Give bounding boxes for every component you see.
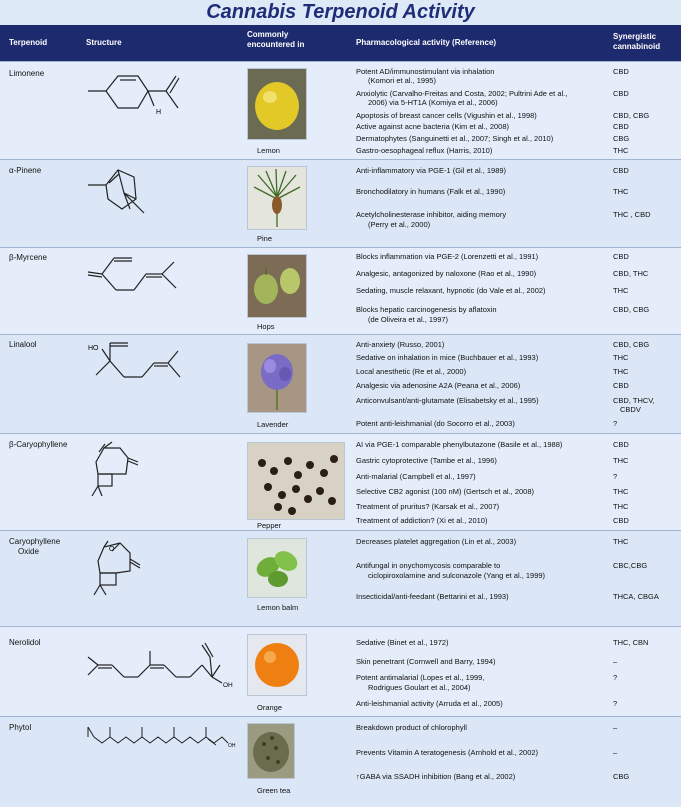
- header-commonly-line2: encountered in: [247, 40, 305, 49]
- linalool-ho-label: HO: [88, 345, 99, 352]
- source-label: Orange: [257, 703, 283, 712]
- synergy-text: –: [613, 657, 618, 666]
- phytol-structure: [86, 723, 242, 751]
- terpenoid-name: α-Pinene: [9, 166, 42, 175]
- terpenoid-section-nerolidol: [0, 626, 681, 716]
- source-label: Pepper: [257, 521, 282, 530]
- activity-text-cont: (Perry et al., 2000): [368, 220, 431, 229]
- linalool-structure: [86, 339, 196, 394]
- synergy-text: CBD, CBG: [613, 340, 650, 349]
- limonene-structure: [86, 66, 196, 122]
- activity-text: Anxiolytic (Carvalho-Freitas and Costa, 2002; Pultrini Ade et al.,: [356, 89, 568, 98]
- activity-text: Selective CB2 agonist (100 nM) (Gertsch et al., 2008): [356, 487, 535, 496]
- synergy-text: CBD, CBG: [613, 111, 650, 120]
- lemon-photo: [247, 68, 307, 140]
- activity-text: Treatment of pruritus? (Karsak et al., 2007): [356, 502, 500, 511]
- terpenoid-name-cont: Oxide: [18, 547, 39, 556]
- activity-text-cont: Rodrigues Goulart et al., 2004): [368, 683, 471, 692]
- activity-text: Anti-anxiety (Russo, 2001): [356, 340, 445, 349]
- synergy-text: CBD: [613, 381, 629, 390]
- activity-text: Anticonvulsant/anti-glutamate (Elisabetsky et al., 1995): [356, 396, 539, 405]
- synergy-text: ?: [613, 419, 618, 428]
- synergy-text: CBD: [613, 166, 629, 175]
- synergy-text: THC, CBN: [613, 638, 649, 647]
- beta-caryophyllene-structure: [82, 440, 152, 500]
- activity-text: Decreases platelet aggregation (Lin et al., 2003): [356, 537, 517, 546]
- synergy-text: ?: [613, 673, 618, 682]
- synergy-text: –: [613, 723, 618, 732]
- activity-text: Blocks inflammation via PGE-2 (Lorenzetti et al., 1991): [356, 252, 539, 261]
- activity-text: Gastric cytoprotective (Tambe et al., 1996): [356, 456, 497, 465]
- hops-photo: [247, 254, 307, 318]
- terpenoid-section-alpha-pinene: [0, 159, 681, 247]
- activity-text: Insecticidal/anti-feedant (Bettarini et al., 1993): [356, 592, 509, 601]
- activity-text: Potent antimalarial (Lopes et al., 1999,: [356, 673, 485, 682]
- synergy-text: THCA, CBGA: [613, 592, 659, 601]
- activity-text: Sedating, muscle relaxant, hypnotic (do Vale et al., 2002): [356, 286, 546, 295]
- limonene-h-label: H: [156, 109, 162, 116]
- activity-text: Local anesthetic (Re et al., 2000): [356, 367, 467, 376]
- synergy-text: THC: [613, 537, 629, 546]
- activity-text: Active against acne bacteria (Kim et al., 2008): [356, 122, 509, 131]
- table-header: [0, 25, 681, 61]
- source-label: Hops: [257, 322, 275, 331]
- synergy-text: CBD: [613, 67, 629, 76]
- phytol-oh-label: OH: [228, 743, 236, 749]
- terpenoid-section-limonene: [0, 61, 681, 159]
- source-label: Pine: [257, 234, 273, 243]
- synergy-text: CBG: [613, 772, 630, 781]
- synergy-text: CBD: [613, 440, 629, 449]
- terpenoid-section-linalool: [0, 334, 681, 433]
- activity-text: Blocks hepatic carcinogenesis by aflatoxin: [356, 305, 497, 314]
- synergy-text: CBG: [613, 134, 630, 143]
- activity-text-cont: 2006) via 5-HT1A (Komiya et al., 2006): [368, 98, 498, 107]
- activity-text: Dermatophytes (Sanguinetti et al., 2007; Singh et al., 2010): [356, 134, 554, 143]
- synergy-text: ?: [613, 699, 618, 708]
- green-tea-photo: [247, 723, 295, 779]
- caryophyllene-oxide-structure: [84, 537, 154, 599]
- synergy-text: CBD: [613, 122, 629, 131]
- epoxide-o-label: O: [109, 546, 115, 553]
- synergy-text: THC: [613, 286, 629, 295]
- activity-text: Treatment of addiction? (Xi et al., 2010): [356, 516, 488, 525]
- synergy-text: CBD: [613, 89, 629, 98]
- activity-text: Breakdown product of chlorophyll: [356, 723, 467, 732]
- terpenoid-section-phytol: [0, 716, 681, 807]
- terpenoid-section-caryophyllene-oxide: [0, 530, 681, 626]
- activity-text: Acetylcholinesterase inhibitor, aiding memory: [356, 210, 507, 219]
- activity-text: Sedative on inhalation in mice (Buchbauer et al., 1993): [356, 353, 539, 362]
- nerolidol-oh-label: OH: [223, 682, 233, 689]
- synergy-text: THC: [613, 367, 629, 376]
- lavender-photo: [247, 343, 307, 413]
- synergy-text: THC: [613, 502, 629, 511]
- pine-photo: [247, 166, 307, 230]
- synergy-text: CBD: [613, 252, 629, 261]
- pepper-photo: [247, 442, 345, 520]
- activity-text: Prevents Vitamin A teratogenesis (Arnhold et al., 2002): [356, 748, 539, 757]
- header-terpenoid: Terpenoid: [9, 38, 48, 47]
- page-title: Cannabis Terpenoid Activity: [206, 1, 475, 23]
- activity-text: Skin penetrant (Cornwell and Barry, 1994): [356, 657, 496, 666]
- terpenoid-name: Caryophyllene: [9, 537, 61, 546]
- activity-text: Potent anti-leishmanial (do Socorro et al., 2003): [356, 419, 515, 428]
- header-structure: Structure: [86, 38, 122, 47]
- activity-text: Analgesic, antagonized by naloxone (Rao et al., 1990): [356, 269, 537, 278]
- synergy-text: CBD: [613, 516, 629, 525]
- activity-text: Anti-malarial (Campbell et al., 1997): [356, 472, 476, 481]
- activity-text: Sedative (Binet et al., 1972): [356, 638, 449, 647]
- activity-text: Analgesic via adenosine A2A (Peana et al., 2006): [356, 381, 521, 390]
- synergy-text: THC , CBD: [613, 210, 651, 219]
- activity-text: AI via PGE-1 comparable phenylbutazone (Basile et al., 1988): [356, 440, 563, 449]
- terpenoid-name: Linalool: [9, 340, 37, 349]
- synergy-text: CBD, THC: [613, 269, 649, 278]
- synergy-text: THC: [613, 353, 629, 362]
- header-synergistic-line2: cannabinoid: [613, 42, 661, 51]
- activity-text-cont: ciclopiroxolamine and sulconazole (Yang et al., 1999): [368, 571, 546, 580]
- header-commonly-line1: Commonly: [247, 30, 289, 39]
- synergy-text: ?: [613, 472, 618, 481]
- source-label: Lemon: [257, 146, 280, 155]
- activity-text: Antifungal in onychomycosis comparable to: [356, 561, 501, 570]
- synergy-text: THC: [613, 487, 629, 496]
- synergy-text: THC: [613, 187, 629, 196]
- synergy-text: CBC,CBG: [613, 561, 648, 570]
- activity-text: Bronchodilatory in humans (Falk et al., 1990): [356, 187, 506, 196]
- nerolidol-structure: [86, 635, 242, 691]
- terpenoid-section-beta-caryophyllene: [0, 433, 681, 530]
- synergy-text: CBD, CBG: [613, 305, 650, 314]
- activity-text: Gastro-oesophageal reflux (Harris, 2010): [356, 146, 493, 155]
- activity-text: ↑GABA via SSADH inhibition (Bang et al., 2002): [356, 772, 516, 781]
- terpenoid-name: Phytol: [9, 723, 32, 732]
- source-label: Green tea: [257, 786, 291, 795]
- source-label: Lavender: [257, 420, 289, 429]
- activity-text: Apoptosis of breast cancer cells (Vigushin et al., 1998): [356, 111, 537, 120]
- synergy-text: THC: [613, 146, 629, 155]
- terpenoid-name: Limonene: [9, 69, 45, 78]
- activity-text-cont: (Komori et al., 1995): [368, 76, 436, 85]
- terpenoid-section-beta-myrcene: [0, 247, 681, 334]
- header-activity: Pharmacological activity (Reference): [356, 38, 497, 47]
- header-synergistic-line1: Synergistic: [613, 32, 657, 41]
- synergy-text: –: [613, 748, 618, 757]
- activity-text: Potent AD/immunostimulant via inhalation: [356, 67, 495, 76]
- source-label: Lemon balm: [257, 603, 299, 612]
- terpenoid-name: β-Caryophyllene: [9, 440, 68, 449]
- lemon-balm-photo: [247, 538, 307, 598]
- orange-photo: [247, 634, 307, 696]
- activity-text-cont: (de Oliveira et al., 1997): [368, 315, 449, 324]
- synergy-text: CBD, THCV,: [613, 396, 655, 405]
- beta-myrcene-structure: [86, 252, 196, 302]
- terpenoid-name: Nerolidol: [9, 638, 41, 647]
- activity-text: Anti-inflammatory via PGE-1 (Gil et al., 1989): [356, 166, 507, 175]
- activity-text: Anti-leishmanial activity (Arruda et al., 2005): [356, 699, 503, 708]
- synergy-text: THC: [613, 456, 629, 465]
- terpenoid-name: β-Myrcene: [9, 253, 47, 262]
- alpha-pinene-structure: [86, 165, 166, 220]
- synergy-text-cont: CBDV: [620, 405, 641, 414]
